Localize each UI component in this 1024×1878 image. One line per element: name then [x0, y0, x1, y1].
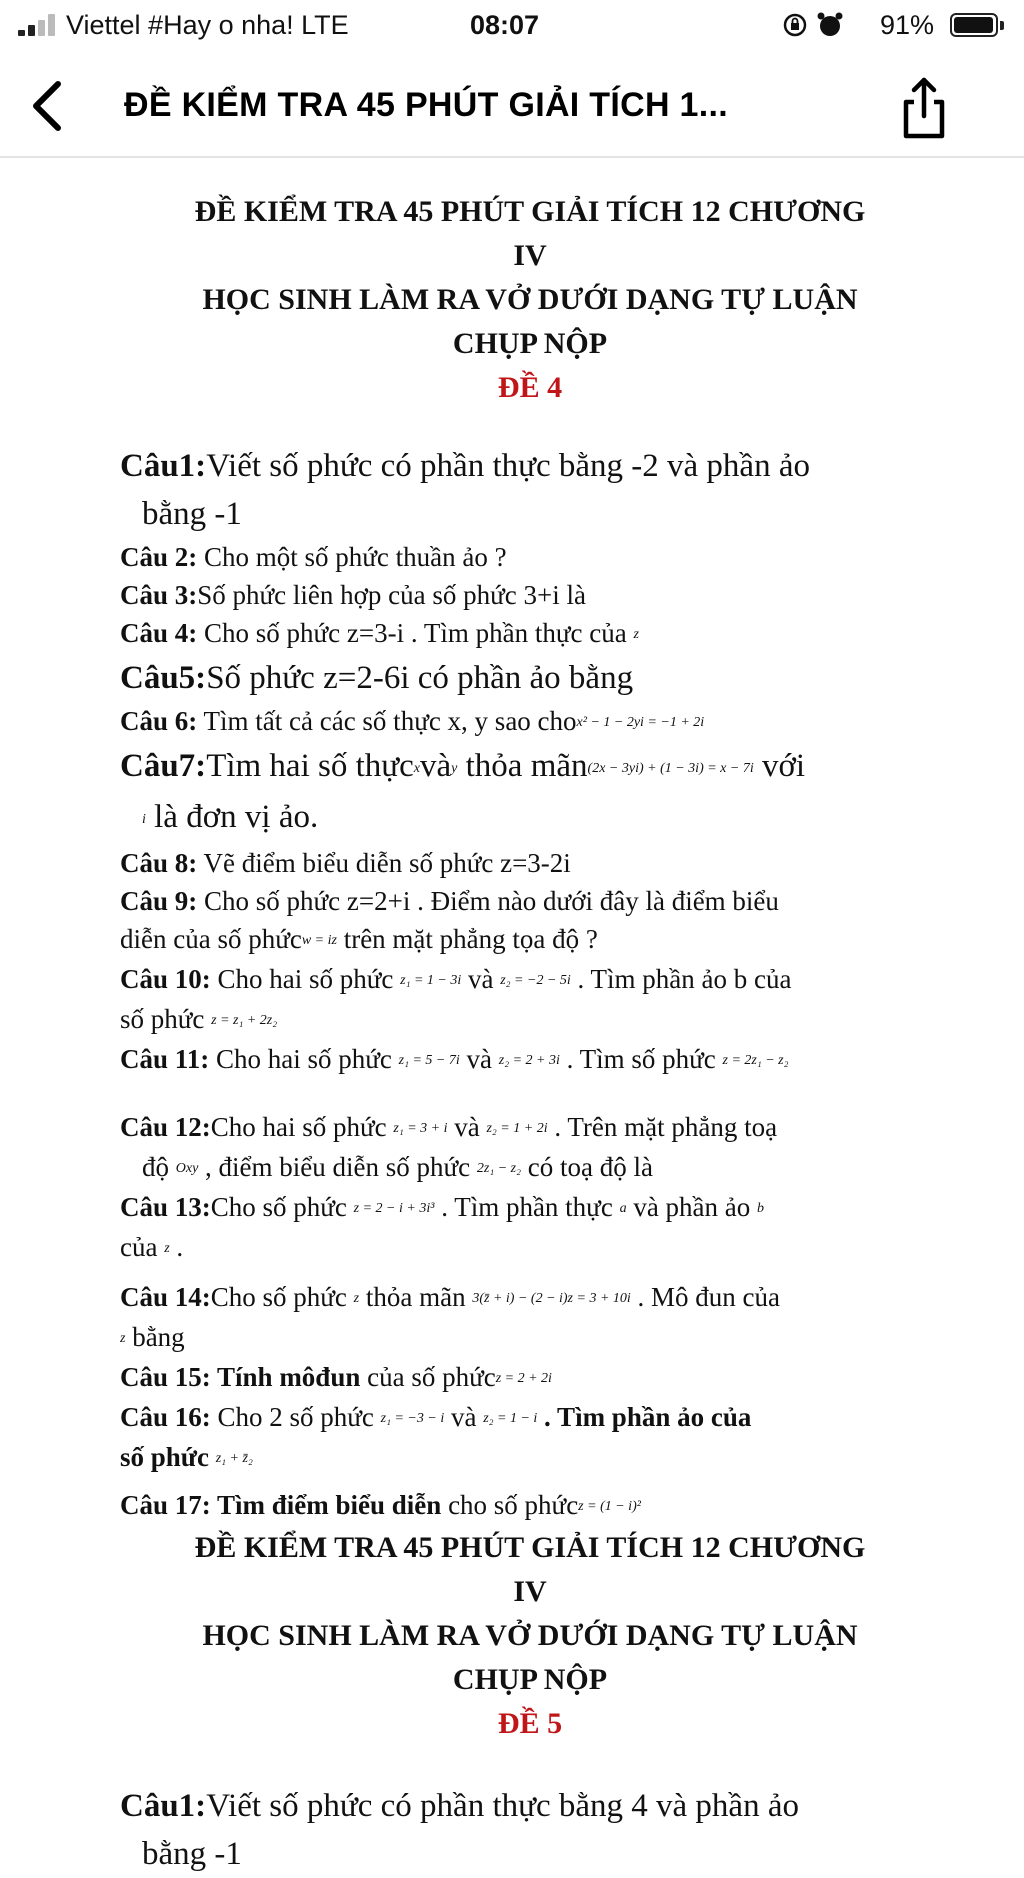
question-2: Câu 2: Cho một số phức thuần ảo ? [120, 542, 507, 572]
question-17: Câu 17: Tìm điểm biểu diễn cho số phứcz = (1 − i)² [120, 1490, 641, 1520]
signal-icon [18, 14, 60, 36]
question-16: Câu 16: Cho 2 số phức z₁ = −3 − i và z₂ = 1 − i . Tìm phần ảo của [120, 1402, 752, 1432]
question-1-cont: bằng -1 [142, 496, 242, 532]
battery-percent: 91% [880, 10, 935, 40]
question-7: Câu7:Tìm hai số thựcxvày thỏa mãn(2x − 3yi) + (1 − 3i) = x − 7i với [120, 748, 806, 784]
heading-line: CHỤP NỘP [452, 327, 608, 360]
question-12-cont: độ Oxy , điểm biểu diễn số phức 2z₁ − z₂ có toạ độ là [142, 1152, 653, 1182]
heading-line: HỌC SINH LÀM RA VỞ DƯỚI DẠNG TỰ LUẬN [202, 1619, 858, 1652]
heading-line: CHỤP NỘP [452, 1663, 608, 1696]
question-10-cont: số phức z = z₁ + 2z₂ [120, 1004, 278, 1034]
back-button[interactable] [24, 78, 72, 134]
question-9: Câu 9: Cho số phức z=2+i . Điểm nào dưới đây là điểm biểu [120, 886, 779, 916]
nav-bar [0, 54, 1024, 158]
heading-line: ĐỀ KIỂM TRA 45 PHÚT GIẢI TÍCH 12 CHƯƠNG [194, 1531, 866, 1564]
question-11: Câu 11: Cho hai số phức z₁ = 5 − 7i và z₂ = 2 + 3i . Tìm số phức z = 2z₁ − z₂ [120, 1044, 789, 1074]
question-14: Câu 14:Cho số phức z thỏa mãn 3(z̄ + i) − (2 − i)z = 3 + 10i . Mô đun của [120, 1282, 781, 1312]
heading-line: IV [513, 1575, 547, 1608]
question-16-cont: số phức z₁ + z̄₂ [120, 1442, 253, 1472]
question-1b: Câu1:Viết số phức có phần thực bằng 4 và phần ảo [120, 1788, 799, 1824]
question-15: Câu 15: Tính môđun của số phứcz = 2 + 2i [120, 1362, 552, 1392]
rotation-lock-icon [782, 12, 808, 38]
question-1: Câu1:Viết số phức có phần thực bằng -2 và phần ảo [120, 448, 810, 484]
document-body [120, 190, 940, 1878]
chevron-left-icon [24, 78, 72, 134]
exam-code: ĐỀ 4 [497, 371, 563, 404]
carrier-label: Viettel #Hay o nha! LTE [66, 10, 349, 40]
question-9-cont: diễn của số phứcw = iz trên mặt phẳng tọa độ ? [120, 924, 598, 954]
clock: 08:07 [470, 10, 540, 40]
question-7-cont: i là đơn vị ảo. [142, 799, 319, 835]
question-1b-cont: bằng -1 [142, 1836, 242, 1872]
heading-line: ĐỀ KIỂM TRA 45 PHÚT GIẢI TÍCH 12 CHƯƠNG [194, 195, 866, 228]
alarm-icon [816, 11, 844, 39]
question-14-cont: z bằng [120, 1322, 185, 1352]
question-3: Câu 3:Số phức liên hợp của số phức 3+i là [120, 580, 586, 610]
question-13: Câu 13:Cho số phức z = 2 − i + 3i³ . Tìm phần thực a và phần ảo b [120, 1192, 765, 1222]
question-10: Câu 10: Cho hai số phức z₁ = 1 − 3i và z₂ = −2 − 5i . Tìm phần ảo b của [120, 964, 792, 994]
share-button[interactable] [896, 76, 952, 140]
battery-icon [950, 13, 998, 37]
question-8: Câu 8: Vẽ điểm biểu diễn số phức z=3-2i [120, 848, 571, 878]
status-bar [0, 0, 1024, 52]
nav-title: ĐỀ KIỂM TRA 45 PHÚT GIẢI TÍCH 1... [124, 86, 729, 124]
question-13-cont: của z . [120, 1232, 184, 1262]
heading-line: IV [513, 239, 547, 272]
exam-code: ĐỀ 5 [497, 1707, 563, 1740]
question-12: Câu 12:Cho hai số phức z₁ = 3 + i và z₂ = 1 + 2i . Trên mặt phẳng toạ [120, 1112, 778, 1142]
question-5: Câu5:Số phức z=2-6i có phần ảo bằng [120, 660, 634, 696]
question-6: Câu 6: Tìm tất cả các số thực x, y sao chox² − 1 − 2yi = −1 + 2i [120, 706, 705, 736]
heading-line: HỌC SINH LÀM RA VỞ DƯỚI DẠNG TỰ LUẬN [202, 283, 858, 316]
share-icon [896, 76, 952, 140]
question-4: Câu 4: Cho số phức z=3-i . Tìm phần thực của z [120, 618, 639, 648]
